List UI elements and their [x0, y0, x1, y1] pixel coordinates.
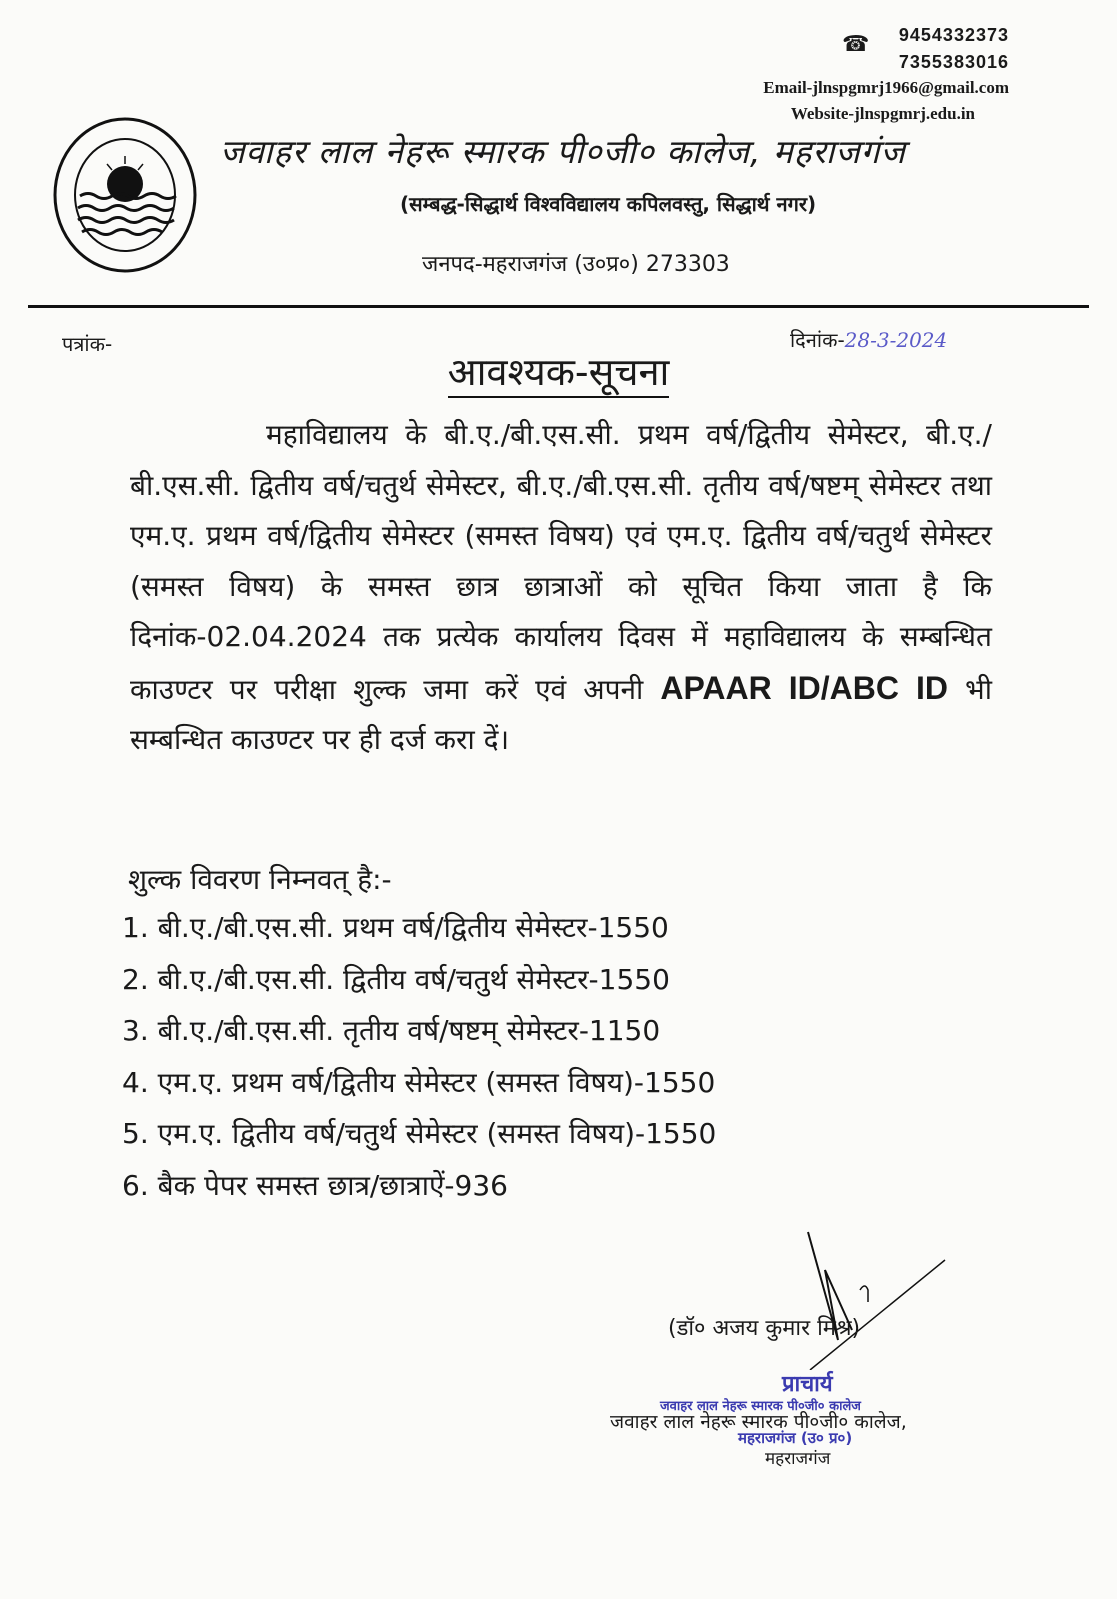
fee-item: 4. एम.ए. प्रथम वर्ष/द्वितीय सेमेस्टर (समस्त विषय)-1550 [122, 1065, 716, 1099]
college-name: जवाहर लाल नेहरू स्मारक पी०जी० कालेज, महराजगंज [220, 132, 906, 171]
fee-item: 2. बी.ए./बी.एस.सी. द्वितीय वर्ष/चतुर्थ सेमेस्टर-1550 [122, 962, 670, 996]
website: Website-jlnspgmrj.edu.in [790, 104, 975, 123]
telephone-icon: ☎ [842, 32, 870, 57]
phone-2: 7355383016 [898, 52, 1009, 72]
stamp-college: जवाहर लाल नेहरू स्मारक पी०जी० कालेज [660, 1399, 861, 1414]
header-divider [28, 305, 1089, 308]
apaar-id-text: APAAR ID/ABC ID [660, 669, 949, 706]
stamp-place: महराजगंज (उ० प्र०) [738, 1429, 853, 1447]
address: जनपद-महराजगंज (उ०प्र०) 273303 [422, 252, 730, 277]
college-logo [52, 116, 198, 274]
fee-list [122, 902, 716, 1211]
fee-item: 3. बी.ए./बी.एस.सी. तृतीय वर्ष/षष्टम् सेमेस्टर-1150 [122, 1014, 661, 1047]
fee-item: 5. एम.ए. द्वितीय वर्ष/चतुर्थ सेमेस्टर (समस्त विषय)-1550 [122, 1117, 717, 1150]
phone-1: 9454332373 [898, 25, 1009, 45]
signature-scribble [780, 1230, 960, 1370]
fee-heading: शुल्क विवरण निम्नवत् है:- [128, 863, 392, 896]
signatory-name: (डॉ० अजय कुमार मिश्र) [668, 1316, 861, 1341]
date-value: 28-3-2024 [844, 328, 948, 352]
stamp-title: प्राचार्य [782, 1372, 833, 1397]
printed-place: महराजगंज [765, 1449, 831, 1469]
affiliation: (सम्बद्ध-सिद्धार्थ विश्वविद्यालय कपिलवस्तु, सिद्धार्थ नगर) [400, 192, 817, 216]
notice-title: आवश्यक-सूचना [0, 345, 1117, 397]
fee-item: 6. बैक पेपर समस्त छात्र/छात्राऐं-936 [122, 1168, 508, 1202]
printed-college: जवाहर लाल नेहरू स्मारक पी०जी० कालेज, [610, 1411, 907, 1433]
email: Email-jlnspgmrj1966@gmail.com [763, 78, 1009, 97]
notice-body: महाविद्यालय के बी.ए./बी.एस.सी. प्रथम वर्ष/द्वितीय सेमेस्टर, बी.ए./बी.एस.सी. द्वितीय वर्ष/चतुर्थ सेमेस्टर, बी.ए./बी.एस.सी. तृतीय वर्ष/षष्टम् सेमेस्टर तथा एम.ए. प्रथम वर्ष/द्वितीय सेमेस्टर (समस्त विषय) एवं एम.ए. द्वितीय वर्ष/चतुर्थ सेमेस्टर (समस्त विषय) के समस्त छात्र छात्राओं को सूचित किया जाता है कि दिनांक-02.04.2024 तक प्रत्येक कार्यालय दिवस में महाविद्यालय के सम्बन्धित काउण्टर पर परीक्षा शुल्क जमा करें एवं अपनी APAAR ID/ABC ID भी सम्बन्धित काउण्टर पर ही दर्ज करा दें। [130, 418, 992, 756]
date-label: दिनांक- [790, 328, 845, 352]
fee-item: 1. बी.ए./बी.एस.सी. प्रथम वर्ष/द्वितीय सेमेस्टर-1550 [122, 911, 669, 944]
reference-label: पत्रांक- [62, 332, 113, 356]
